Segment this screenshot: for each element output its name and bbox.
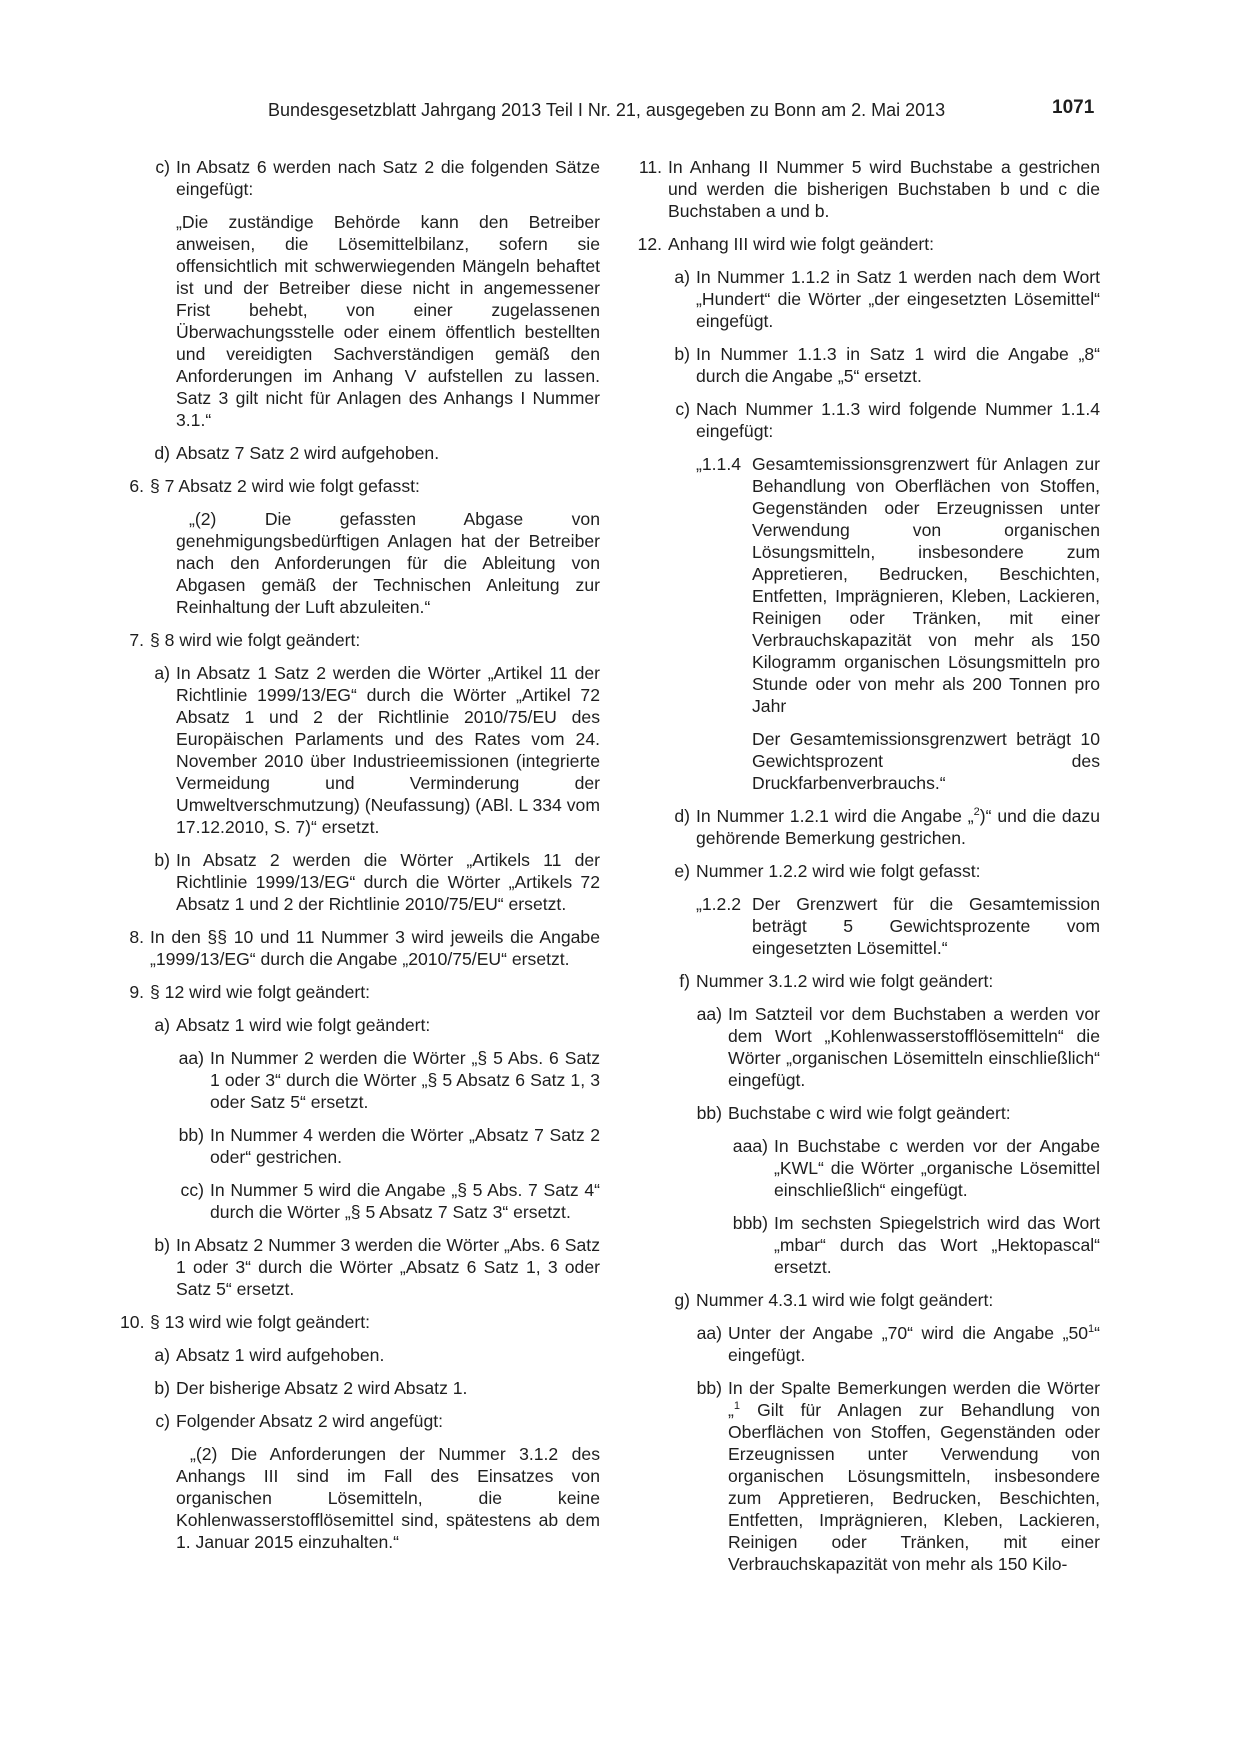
provision-number: „1.2.2 bbox=[696, 894, 741, 914]
quoted-text: „Die zuständige Behörde kann den Betreiber anweisen, die Lösemittelbilanz, sofern sie offensichtlich mit schwerwiegenden Mängeln behaftet ist und der Betreiber diese nicht in angemessener Frist behebt, von einer zugelassenen Überwachungsstelle oder einem öffentlich bestellten und vereidigten Sachverständigen gemäß den Anforderungen im Anhang V aufstellen zu lassen. Satz 3 gilt nicht für Anlagen des Anhangs I Nummer 3.1.“ bbox=[176, 212, 600, 430]
item-label: a) bbox=[154, 1015, 170, 1035]
quoted-provision-1-1-4 bbox=[696, 453, 1100, 794]
item-text: Folgender Absatz 2 wird angefügt: bbox=[176, 1411, 444, 1431]
item-text: Anhang III wird wie folgt geändert: bbox=[668, 234, 935, 254]
page-number: 1071 bbox=[1052, 97, 1095, 118]
amendment-item-10b bbox=[150, 1377, 600, 1399]
item-label: b) bbox=[154, 1235, 170, 1255]
item-text: Nach Nummer 1.1.3 wird folgende Nummer 1.1.4 eingefügt: bbox=[696, 399, 1100, 441]
amendment-item-12d bbox=[668, 805, 1100, 849]
item-label: bb) bbox=[696, 1103, 722, 1123]
item-text: In den §§ 10 und 11 Nummer 3 wird jeweils die Angabe „1999/13/EG“ durch die Angabe „2010/75/EU“ ersetzt. bbox=[150, 927, 600, 969]
amendment-item-9b bbox=[150, 1234, 600, 1300]
item-label: b) bbox=[154, 850, 170, 870]
item-text: In Nummer 1.1.2 in Satz 1 werden nach dem Wort „Hundert“ die Wörter „der eingesetzten Lösemittel“ eingefügt. bbox=[696, 267, 1100, 331]
amendment-item-6 bbox=[120, 475, 600, 618]
amendment-item-10 bbox=[120, 1311, 600, 1553]
item-text: In Nummer 2 werden die Wörter „§ 5 Abs. 6 Satz 1 oder 3“ durch die Wörter „§ 5 Absatz 6 Satz 1, 3 oder Satz 5“ ersetzt. bbox=[210, 1048, 600, 1112]
item-label: 7. bbox=[129, 630, 144, 650]
item-label: bb) bbox=[696, 1378, 722, 1398]
item-text: Nummer 4.3.1 wird wie folgt geändert: bbox=[696, 1290, 994, 1310]
amendment-item-10c bbox=[150, 1410, 600, 1553]
item-label: bbb) bbox=[732, 1213, 768, 1233]
item-label: a) bbox=[154, 663, 170, 683]
amendment-item-7 bbox=[120, 629, 600, 915]
item-label: a) bbox=[674, 267, 690, 287]
item-text: In Nummer 1.2.1 wird die Angabe „$^2$)“ und die dazu gehörende Bemerkung gestrichen. bbox=[696, 806, 1100, 848]
item-label: a) bbox=[154, 1345, 170, 1365]
item-text: Im Satzteil vor dem Buchstaben a werden vor dem Wort „Kohlenwasserstofflösemitteln“ die Wörter „organischen Lösemitteln einschließlich“ eingefügt. bbox=[728, 1004, 1100, 1090]
amendment-item-12g-bb bbox=[696, 1377, 1100, 1575]
item-label: 9. bbox=[129, 982, 144, 1002]
item-text: In Absatz 2 Nummer 3 werden die Wörter „Abs. 6 Satz 1 oder 3“ durch die Wörter „Absatz 6 Satz 1, 3 oder Satz 5“ ersetzt. bbox=[176, 1235, 600, 1299]
amendment-item-7a bbox=[150, 662, 600, 838]
item-text: Buchstabe c wird wie folgt geändert: bbox=[728, 1103, 1011, 1123]
header-title: Bundesgesetzblatt Jahrgang 2013 Teil I Nr. 21, ausgegeben zu Bonn am 2. Mai 2013 bbox=[268, 100, 946, 120]
item-label: d) bbox=[674, 806, 690, 826]
item-text: In Absatz 1 Satz 2 werden die Wörter „Artikel 11 der Richtlinie 1999/13/EG“ durch die Wörter „Artikel 72 Absatz 1 und 2 der Richtlinie 2010/75/EU des Europäischen Parlaments und des Rates vom 24. November 2010 über Industrieemissionen (integrierte Vermeidung und Verminderung der Umweltverschmutzung) (Neufassung) (ABl. L 334 vom 17.12.2010, S. 7)“ ersetzt. bbox=[176, 663, 600, 837]
provision-text: Gesamtemissionsgrenzwert für Anlagen zur Behandlung von Oberflächen von Stoffen, Gegenständen oder Erzeugnissen unter Verwendung von organischen Lösungsmitteln, insbesondere zum Appretieren, Bedrucken, Beschichten, Entfetten, Imprägnieren, Kleben, Lackieren, Reinigen oder Tränken, mit einer Verbrauchskapazität von mehr als 150 Kilogramm organischen Lösungsmitteln pro Stunde oder von mehr als 200 Tonnen pro Jahr bbox=[752, 454, 1100, 716]
provision-text: Der Grenzwert für die Gesamtemission beträgt 5 Gewichtsprozente vom eingesetzten Lösemittel.“ bbox=[752, 894, 1100, 958]
item-text: Absatz 7 Satz 2 wird aufgehoben. bbox=[176, 443, 440, 463]
item-label: bb) bbox=[178, 1125, 204, 1145]
item-label: 10. bbox=[120, 1312, 145, 1332]
item-text: In Nummer 1.1.3 in Satz 1 wird die Angabe „8“ durch die Angabe „5“ ersetzt. bbox=[696, 344, 1100, 386]
quoted-text: „(2) Die gefassten Abgase von genehmigungsbedürftigen Anlagen hat der Betreiber nach den Anforderungen für die Ableitung von Abgasen gemäß der Technischen Anleitung zur Reinhaltung der Luft abzuleiten.“ bbox=[176, 509, 600, 617]
amendment-item-9a-cc bbox=[176, 1179, 600, 1223]
item-text: Nummer 1.2.2 wird wie folgt gefasst: bbox=[696, 861, 981, 881]
item-label: 6. bbox=[129, 476, 144, 496]
quoted-provision-1-2-2 bbox=[696, 893, 1100, 959]
amendment-item-12f-aa bbox=[696, 1003, 1100, 1091]
amendment-item-12f bbox=[668, 970, 1100, 1278]
item-label: aa) bbox=[178, 1048, 204, 1068]
item-text: § 13 wird wie folgt geändert: bbox=[150, 1312, 371, 1332]
page-header bbox=[0, 0, 1241, 140]
item-text: § 7 Absatz 2 wird wie folgt gefasst: bbox=[150, 476, 420, 496]
item-label: d) bbox=[154, 443, 170, 463]
item-label: g) bbox=[674, 1290, 690, 1310]
item-label: aa) bbox=[696, 1323, 722, 1343]
amendment-item-12b bbox=[668, 343, 1100, 387]
item-text: Nummer 3.1.2 wird wie folgt geändert: bbox=[696, 971, 994, 991]
item-label: aa) bbox=[696, 1004, 722, 1024]
item-text: § 8 wird wie folgt geändert: bbox=[150, 630, 361, 650]
item-label: e) bbox=[674, 861, 690, 881]
item-label: c) bbox=[155, 157, 170, 177]
item-label: c) bbox=[155, 1411, 170, 1431]
amendment-item-12 bbox=[628, 233, 1100, 1575]
amendment-item-9a bbox=[150, 1014, 600, 1223]
item-label: f) bbox=[679, 971, 690, 991]
provision-text-2: Der Gesamtemissionsgrenzwert beträgt 10 Gewichtsprozent des Druckfarbenverbrauchs.“ bbox=[752, 729, 1100, 793]
amendment-item-5d bbox=[150, 442, 600, 464]
amendment-item-12c bbox=[668, 398, 1100, 794]
item-label: 11. bbox=[638, 157, 662, 177]
item-text: In Nummer 5 wird die Angabe „§ 5 Abs. 7 Satz 4“ durch die Wörter „§ 5 Absatz 7 Satz 3“ ersetzt. bbox=[210, 1180, 600, 1222]
amendment-item-11 bbox=[628, 156, 1100, 222]
item-text: In der Spalte Bemerkungen werden die Wörter „$^1$ Gilt für Anlagen zur Behandlung von Oberflächen von Stoffen, Gegenständen oder Erzeugnissen unter Verwendung von organischen Lösungsmitteln, insbesondere zum Appretieren, Bedrucken, Beschichten, Entfetten, Imprägnieren, Kleben, Lackieren, Reinigen oder Tränken, mit einer Verbrauchskapazität von mehr als 150 Kilo- bbox=[728, 1378, 1100, 1574]
amendment-item-10a bbox=[150, 1344, 600, 1366]
item-text: In Absatz 2 werden die Wörter „Artikels 11 der Richtlinie 1999/13/EG“ durch die Wörter „Artikels 72 Absatz 1 und 2 der Richtlinie 2010/75/EU“ ersetzt. bbox=[176, 850, 600, 914]
amendment-item-12f-bb-bbb bbox=[728, 1212, 1100, 1278]
item-text: Absatz 1 wird wie folgt geändert: bbox=[176, 1015, 431, 1035]
amendment-item-9a-aa bbox=[176, 1047, 600, 1113]
item-text: In Anhang II Nummer 5 wird Buchstabe a gestrichen und werden die bisherigen Buchstaben b und c die Buchstaben a und b. bbox=[668, 157, 1100, 221]
quoted-text: „(2) Die Anforderungen der Nummer 3.1.2 des Anhangs III sind im Fall des Einsatzes von organischen Lösemitteln, die keine Kohlenwasserstofflösemittel sind, spätestens ab dem 1. Januar 2015 einzuhalten.“ bbox=[176, 1444, 600, 1552]
item-text: Im sechsten Spiegelstrich wird das Wort „mbar“ durch das Wort „Hektopascal“ ersetzt. bbox=[774, 1213, 1100, 1277]
item-label: b) bbox=[674, 344, 690, 364]
amendment-item-12f-bb bbox=[696, 1102, 1100, 1278]
item-label: 8. bbox=[129, 927, 144, 947]
amendment-item-12g-aa bbox=[696, 1322, 1100, 1366]
item-text: Absatz 1 wird aufgehoben. bbox=[176, 1345, 385, 1365]
item-text: § 12 wird wie folgt geändert: bbox=[150, 982, 371, 1002]
amendment-item-7b bbox=[150, 849, 600, 915]
item-label: c) bbox=[675, 399, 690, 419]
item-text: In Buchstabe c werden vor der Angabe „KWL“ die Wörter „organische Lösemittel einschließlich“ eingefügt. bbox=[774, 1136, 1100, 1200]
left-column bbox=[120, 156, 600, 1553]
amendment-item-12e bbox=[668, 860, 1100, 959]
amendment-item-9a-bb bbox=[176, 1124, 600, 1168]
item-text: Der bisherige Absatz 2 wird Absatz 1. bbox=[176, 1378, 468, 1398]
item-text: Unter der Angabe „70“ wird die Angabe $„50^1“$ eingefügt. bbox=[728, 1323, 1100, 1365]
item-text: In Nummer 4 werden die Wörter „Absatz 7 Satz 2 oder“ gestrichen. bbox=[210, 1125, 600, 1167]
right-column bbox=[628, 156, 1100, 1575]
item-text: In Absatz 6 werden nach Satz 2 die folgenden Sätze eingefügt: bbox=[176, 157, 600, 199]
amendment-item-5c bbox=[150, 156, 600, 431]
amendment-item-8 bbox=[120, 926, 600, 970]
item-label: b) bbox=[154, 1378, 170, 1398]
amendment-item-12g bbox=[668, 1289, 1100, 1575]
item-label: cc) bbox=[180, 1180, 204, 1200]
amendment-item-12f-bb-aaa bbox=[728, 1135, 1100, 1201]
amendment-item-12a bbox=[668, 266, 1100, 332]
provision-number: „1.1.4 bbox=[696, 454, 741, 474]
item-label: aaa) bbox=[732, 1136, 768, 1156]
item-label: 12. bbox=[637, 234, 662, 254]
amendment-item-9 bbox=[120, 981, 600, 1300]
